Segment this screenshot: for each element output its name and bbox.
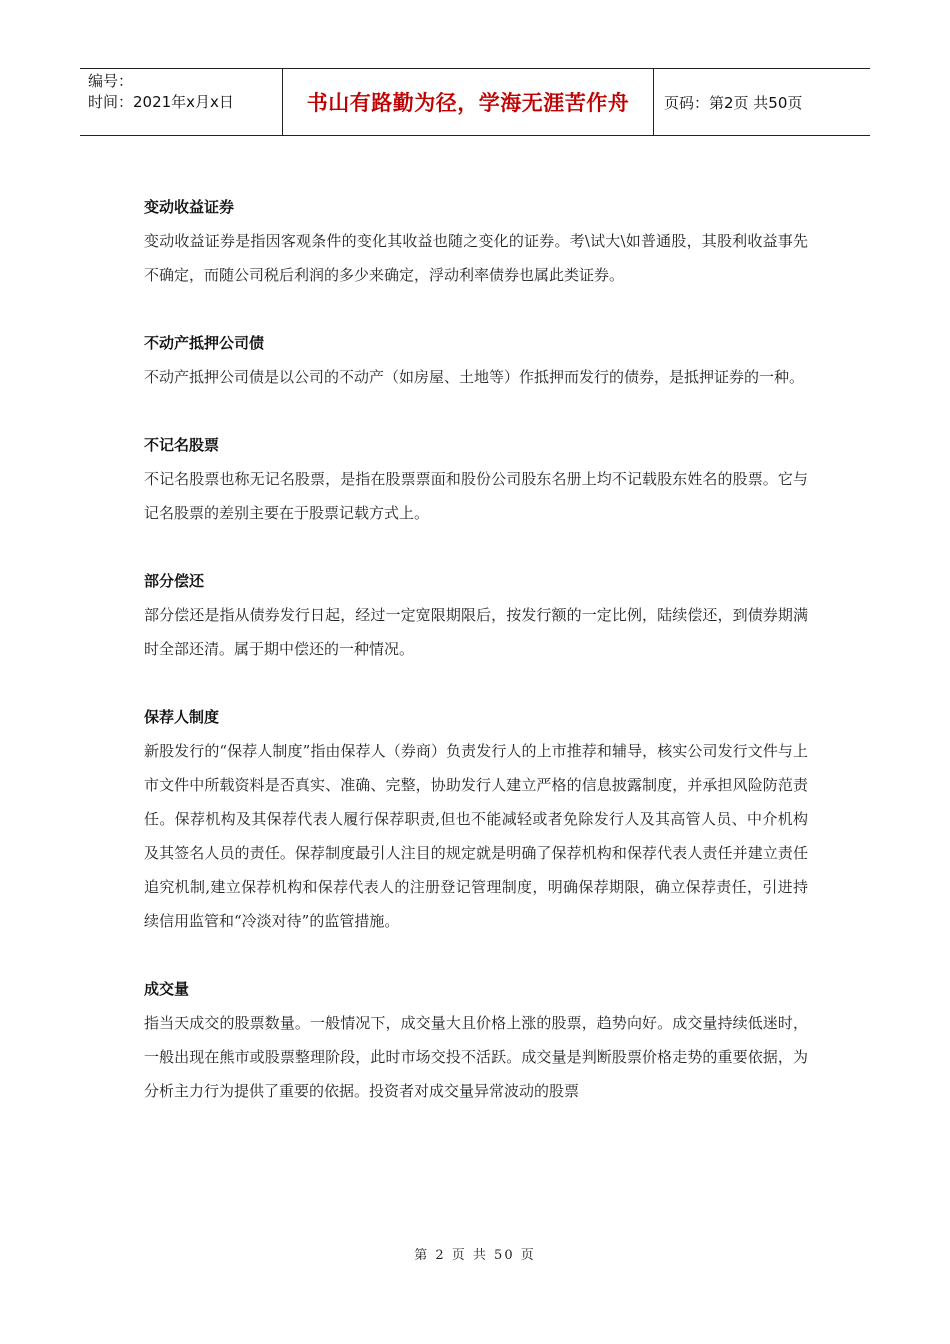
entry-definition: 新股发行的“保荐人制度”指由保荐人（券商）负责发行人的上市推荐和辅导，核实公司发行文件与上市文件中所载资料是否真实、准确、完整，协助发行人建立严格的信息披露制度，并承担风险防范责任。保荐机构及其保荐代表人履行保荐职责,但也不能减轻或者免除发行人及其高管人员、中介机构及其签名人员的责任。保荐制度最引人注目的规定就是明确了保荐机构和保荐代表人责任并建立责任追究机制,建立保荐机构和保荐代表人的注册登记管理制度，明确保荐期限，确立保荐责任，引进持续信用监管和“冷淡对待”的监管措施。	[144, 742, 808, 930]
entry-definition: 不动产抵押公司债是以公司的不动产（如房屋、土地等）作抵押而发行的债券，是抵押证券的一种。	[144, 368, 805, 386]
entry-definition: 指当天成交的股票数量。一般情况下，成交量大且价格上涨的股票，趋势向好。成交量持续低迷时，一般出现在熊市或股票整理阶段，此时市场交投不活跃。成交量是判断股票价格走势的重要依据，为分析主力行为提供了重要的依据。投资者对成交量异常波动的股票	[144, 1014, 808, 1100]
document-body	[144, 190, 808, 1142]
entry-term: 保荐人制度	[144, 708, 220, 726]
entry-term: 成交量	[144, 980, 190, 998]
entry-term: 部分偿还	[144, 572, 205, 590]
page-footer: 第 2 页 共 50 页	[414, 1248, 536, 1263]
entry-term: 变动收益证券	[144, 198, 235, 216]
document-date: 时间：2021年x月x日	[88, 93, 234, 111]
glossary-entry	[144, 700, 808, 938]
entry-definition: 变动收益证券是指因客观条件的变化其收益也随之变化的证券。考\试大\如普通股，其股利收益事先不确定，而随公司税后利润的多少来确定，浮动利率债券也属此类证券。	[144, 232, 808, 284]
glossary-entry	[144, 190, 808, 292]
header-page-info: 页码：第2页 共50页	[664, 93, 803, 112]
entry-definition: 部分偿还是指从债券发行日起，经过一定宽限期限后，按发行额的一定比例，陆续偿还，到债券期满时全部还清。属于期中偿还的一种情况。	[144, 606, 808, 658]
document-number-label: 编号：	[88, 72, 134, 90]
glossary-entry	[144, 564, 808, 666]
entry-term: 不记名股票	[144, 436, 220, 454]
entry-term: 不动产抵押公司债	[144, 334, 265, 352]
header-meta	[80, 69, 282, 135]
glossary-entry	[144, 972, 808, 1108]
entry-definition: 不记名股票也称无记名股票，是指在股票票面和股份公司股东名册上均不记载股东姓名的股票。它与记名股票的差别主要在于股票记载方式上。	[144, 470, 808, 522]
glossary-entry	[144, 326, 808, 394]
header-motto: 书山有路勤为径，学海无涯苦作舟	[282, 69, 654, 135]
page-header	[80, 68, 870, 136]
glossary-entry	[144, 428, 808, 530]
